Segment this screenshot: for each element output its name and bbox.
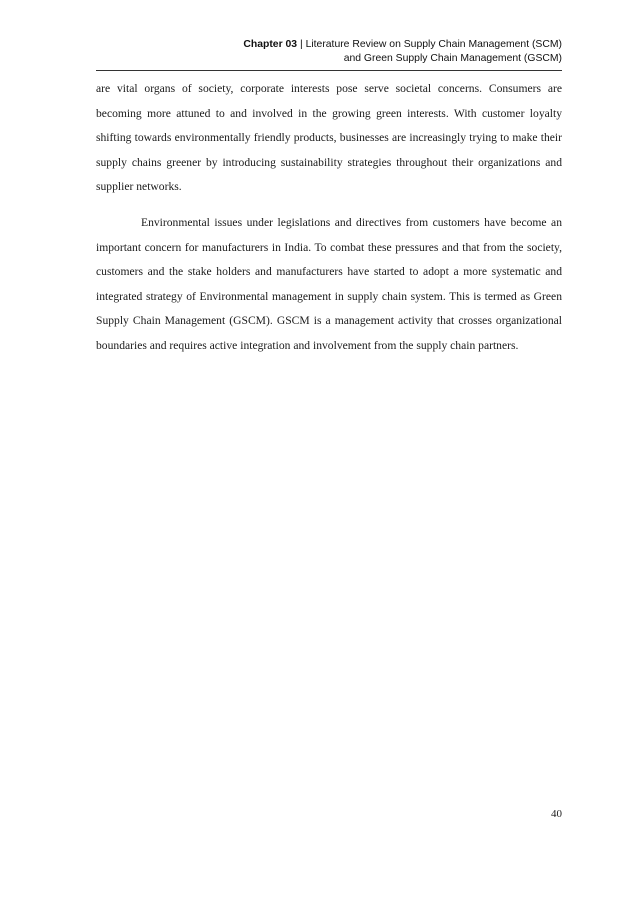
body-paragraph-1: are vital organs of society, corporate interests pose serve societal concerns. Consumers are becoming more attuned to and involved in the growing green interests. With customer loyalty shifting towards environmentally friendly products, businesses are increasingly trying to make their supply chains greener by introducing sustainability strategies throughout their organizations and supplier networks. <box>96 82 562 194</box>
chapter-title-line-2: and Green Supply Chain Management (GSCM) <box>343 53 562 64</box>
header-separator: | <box>297 39 306 50</box>
page-number: 40 <box>551 808 562 820</box>
header-line-1 <box>96 38 562 52</box>
body-paragraph-2: Environmental issues under legislations and directives from customers have become an important concern for manufacturers in India. To combat these pressures and that from the society, customers and the stake holders and manufacturers have started to adopt a more systematic and integrated strategy of Environmental management in supply chain system. This is termed as Green Supply Chain Management (GSCM). GSCM is a management activity that crosses organizational boundaries and requires active integration and involvement from the supply chain partners. <box>96 215 562 352</box>
page-header <box>96 38 562 66</box>
chapter-label: Chapter 03 <box>243 39 298 50</box>
page-body <box>96 77 562 359</box>
chapter-title-line-1: Literature Review on Supply Chain Management (SCM) <box>305 39 562 50</box>
header-divider <box>96 70 562 71</box>
